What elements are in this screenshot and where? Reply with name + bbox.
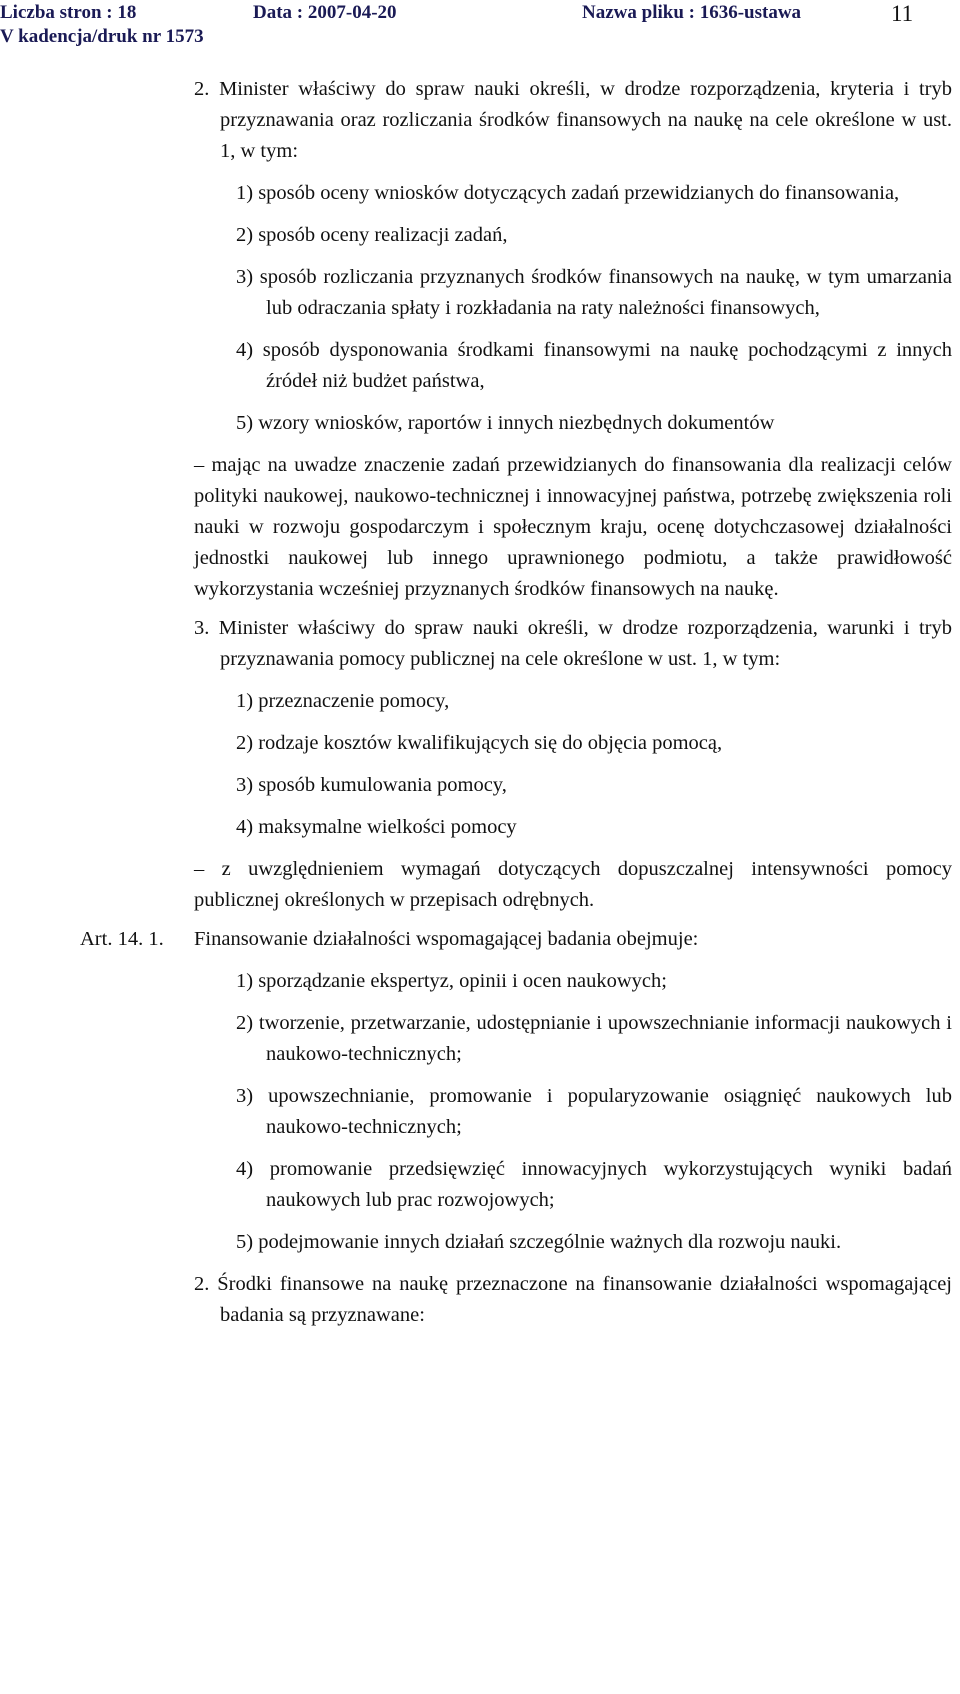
- article-14-heading-row: [0, 924, 960, 955]
- section-3-item-1: 1) przeznaczenie pomocy,: [236, 690, 450, 712]
- article-14-item-1: 1) sporządzanie ekspertyz, opinii i ocen naukowych;: [236, 970, 667, 992]
- section-3-intro: 3. Minister właściwy do spraw nauki określi, w drodze rozporządzenia, warunki i tryb przyznawania pomocy publicznej na cele określone w ust. 1, w tym:: [194, 617, 952, 670]
- article-14-item-5: 5) podejmowanie innych działań szczególnie ważnych dla rozwoju nauki.: [236, 1231, 842, 1253]
- document-date-label: Data : 2007-04-20: [253, 2, 397, 23]
- page-number: 11: [891, 1, 914, 26]
- article-14-item-2: 2) tworzenie, przetwarzanie, udostępnianie i upowszechnianie informacji naukowych i naukowo-technicznych;: [236, 1012, 952, 1065]
- section-3-item-4: 4) maksymalne wielkości pomocy: [236, 816, 517, 838]
- article-14-label: Art. 14. 1.: [80, 928, 164, 950]
- article-14-paragraph-2: 2. Środki finansowe na naukę przeznaczone na finansowanie działalności wspomagającej badania są przyznawane:: [194, 1273, 952, 1326]
- section-2-item-2: 2) sposób oceny realizacji zadań,: [236, 224, 508, 246]
- page-count-label: Liczba stron : 18: [0, 2, 137, 23]
- section-3-item-2: 2) rodzaje kosztów kwalifikujących się do objęcia pomocą,: [236, 732, 723, 754]
- document-body: [0, 74, 960, 1331]
- section-2-item-5: 5) wzory wniosków, raportów i innych niezbędnych dokumentów: [236, 412, 775, 434]
- article-14-item-3: 3) upowszechnianie, promowanie i popularyzowanie osiągnięć naukowych lub naukowo-technicznych;: [236, 1085, 952, 1138]
- section-2-item-3: 3) sposób rozliczania przyznanych środków finansowych na naukę, w tym umarzania lub odraczania spłaty i rozkładania na raty należności finansowych,: [236, 266, 952, 319]
- section-2-closing: – mając na uwadze znaczenie zadań przewidzianych do finansowania dla realizacji celów polityki naukowej, naukowo-technicznej i innowacyjnej państwa, potrzebę zwiększenia roli nauki w rozwoju gospodarczym i społecznym kraju, ocenę dotychczasowej działalności jednostki naukowej lub innego uprawnionego podmiotu, a także prawidłowość wykorzystania wcześniej przyznanych środków finansowych na naukę.: [194, 454, 952, 600]
- page-header: [0, 0, 960, 52]
- section-2-intro: 2. Minister właściwy do spraw nauki określi, w drodze rozporządzenia, kryteria i tryb przyznawania oraz rozliczania środków finansowych na naukę na cele określone w ust. 1, w tym:: [194, 78, 952, 162]
- file-name-label: Nazwa pliku : 1636-ustawa: [582, 2, 802, 23]
- section-3-closing: – z uwzględnieniem wymagań dotyczących dopuszczalnej intensywności pomocy publicznej określonych w przepisach odrębnych.: [194, 858, 952, 911]
- section-3-item-3: 3) sposób kumulowania pomocy,: [236, 774, 507, 796]
- section-2-item-1: 1) sposób oceny wniosków dotyczących zadań przewidzianych do finansowania,: [236, 182, 900, 204]
- article-14-intro: Finansowanie działalności wspomagającej badania obejmuje:: [194, 928, 699, 950]
- article-14-item-4: 4) promowanie przedsięwzięć innowacyjnych wykorzystujących wyniki badań naukowych lub prac rozwojowych;: [236, 1158, 952, 1211]
- print-number-label: V kadencja/druk nr 1573: [0, 26, 204, 47]
- section-2-item-4: 4) sposób dysponowania środkami finansowymi na naukę pochodzącymi z innych źródeł niż budżet państwa,: [236, 339, 952, 392]
